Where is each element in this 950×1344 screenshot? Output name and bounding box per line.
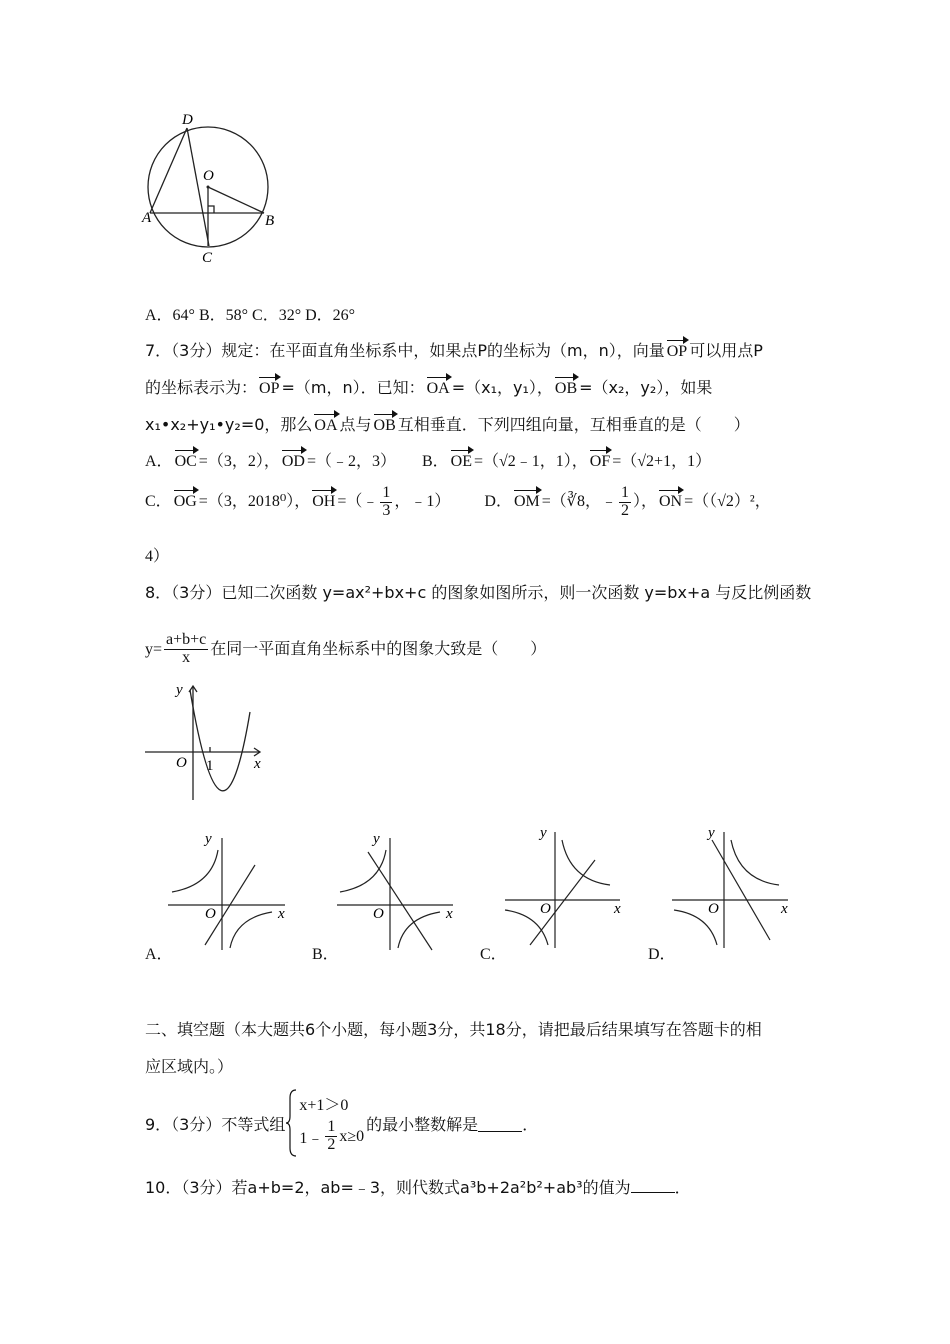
option-c-graph [505, 832, 620, 948]
b-x: x [446, 906, 453, 922]
vector: OE [451, 450, 472, 470]
option-b-label: B． [312, 946, 339, 963]
q7-line1 [145, 338, 763, 361]
answer-blank [478, 1115, 522, 1132]
text: ． [674, 1178, 691, 1197]
text: =（﹣ [337, 492, 379, 510]
numerator: 1 [382, 484, 391, 501]
vector-ob: OB [555, 377, 577, 397]
text: 的最小整数解是 [366, 1114, 479, 1134]
fraction [325, 1119, 337, 1154]
fraction [619, 485, 631, 520]
denominator: 2 [620, 501, 629, 519]
parabola-graph [145, 686, 260, 800]
q7-options-cd [145, 485, 771, 520]
text: x≥0 [339, 1127, 365, 1145]
a-y: y [205, 831, 212, 847]
option-d-graph [672, 832, 788, 948]
option-a-label: A． [145, 946, 173, 963]
vector-op: OP [667, 340, 687, 360]
text: 可以用点P [689, 341, 763, 360]
section-heading-cont: 应区域内。） [145, 1057, 234, 1076]
fraction [380, 485, 392, 520]
text: 在同一平面直角坐标系中的图象大致是（ ） [210, 638, 547, 658]
fraction [164, 632, 208, 667]
numerator: a+b+c [166, 631, 207, 648]
label-c: C [202, 250, 213, 266]
vector-oa: OA [427, 377, 450, 397]
label-d: D [182, 112, 193, 128]
vector: ON [659, 490, 682, 510]
option-d-label: D． [484, 492, 512, 510]
q8-line2 [145, 632, 546, 667]
text: =（x₁，y₁）， [451, 378, 553, 397]
text: =（（√2）²， [684, 492, 771, 510]
q8-line1: 8．（3分）已知二次函数 y=ax²+bx+c 的图象如图所示，则一次函数 y=bx+a 与反比例函数 [145, 583, 812, 602]
denominator: 2 [327, 1136, 336, 1153]
text: =（√2+1，1） [612, 453, 712, 470]
inequality-system [299, 1092, 364, 1154]
a-o: O [205, 906, 216, 922]
numerator: 1 [327, 1118, 336, 1136]
text: =（﹣2，3） [306, 453, 396, 470]
vector: OH [312, 490, 335, 510]
text: 互相垂直．下列四组向量，互相垂直的是（ ） [397, 415, 750, 434]
text: 1﹣ [299, 1130, 324, 1147]
vector: OD [282, 450, 305, 470]
vector-ob: OB [374, 414, 396, 434]
text: y= [145, 640, 163, 658]
inequality-2 [299, 1119, 364, 1154]
text: x₁•x₂+y₁•y₂=0，那么 [145, 415, 313, 434]
text: =（m，n）．已知： [281, 378, 425, 397]
vector-op: OP [259, 377, 279, 397]
d-y: y [708, 825, 715, 841]
option-c-label: C． [145, 492, 172, 510]
text: 9．（3分）不等式组 [145, 1114, 286, 1134]
c-o: O [540, 901, 551, 917]
vector: OM [514, 490, 540, 510]
label-o: O [203, 168, 214, 184]
label-a: A [142, 210, 152, 226]
q7-options-ab [145, 448, 711, 471]
c-y: y [540, 825, 547, 841]
vector-oa: OA [314, 414, 337, 434]
text: =（3，2）， [198, 453, 280, 470]
option-a-graph [168, 838, 285, 950]
option-a-label: A． [145, 453, 173, 470]
text: 点与 [339, 415, 372, 434]
label-b: B [265, 213, 275, 229]
text: 7．（3分）规定：在平面直角坐标系中，如果点P的坐标为（m，n），向量 [145, 341, 665, 360]
origin-label: O [176, 755, 187, 771]
denominator: 3 [382, 501, 391, 519]
vector: OF [590, 450, 610, 470]
q10 [145, 1175, 691, 1198]
denominator: x [182, 648, 191, 666]
text: =（3，2018⁰）， [198, 492, 311, 510]
d-o: O [708, 901, 719, 917]
d-x: x [781, 901, 788, 917]
tick-1-label: 1 [206, 758, 214, 774]
axis-x-label: x [254, 756, 261, 772]
text: ）， [632, 492, 657, 510]
numerator: 1 [620, 484, 629, 501]
b-o: O [373, 906, 384, 922]
q7-line2 [145, 375, 712, 398]
vector: OG [174, 490, 197, 510]
text: 10．（3分）若a+b=2，ab=﹣3，则代数式a³b+2a²b²+ab³的值为 [145, 1178, 631, 1197]
text: =（√2﹣1，1）， [473, 453, 588, 470]
text: ，﹣1） [394, 492, 451, 510]
option-c-label: C． [480, 946, 507, 963]
q7-line7: 4） [145, 548, 170, 565]
text: =（x₂，y₂），如果 [579, 378, 713, 397]
a-x: x [278, 906, 285, 922]
option-d-label: D． [648, 946, 676, 963]
inequality-1: x+1＞0 [299, 1097, 349, 1115]
text: 的坐标表示为： [145, 378, 258, 397]
section-heading: 二、填空题（本大题共6个小题，每小题3分，共18分，请把最后结果填写在答题卡的相 [145, 1020, 762, 1039]
q6-options: A．64° B．58° C．32° D．26° [145, 307, 356, 324]
vector: OC [175, 450, 197, 470]
answer-blank [631, 1192, 675, 1193]
option-b-label: B． [421, 453, 449, 470]
b-y: y [373, 831, 380, 847]
text: =（∛8，﹣ [541, 492, 617, 510]
text: ． [522, 1114, 539, 1134]
q9 [145, 1086, 538, 1160]
q7-line3 [145, 412, 750, 435]
axis-y-label: y [176, 682, 183, 698]
brace-icon [285, 1088, 297, 1158]
option-b-graph [337, 838, 453, 950]
c-x: x [614, 901, 621, 917]
